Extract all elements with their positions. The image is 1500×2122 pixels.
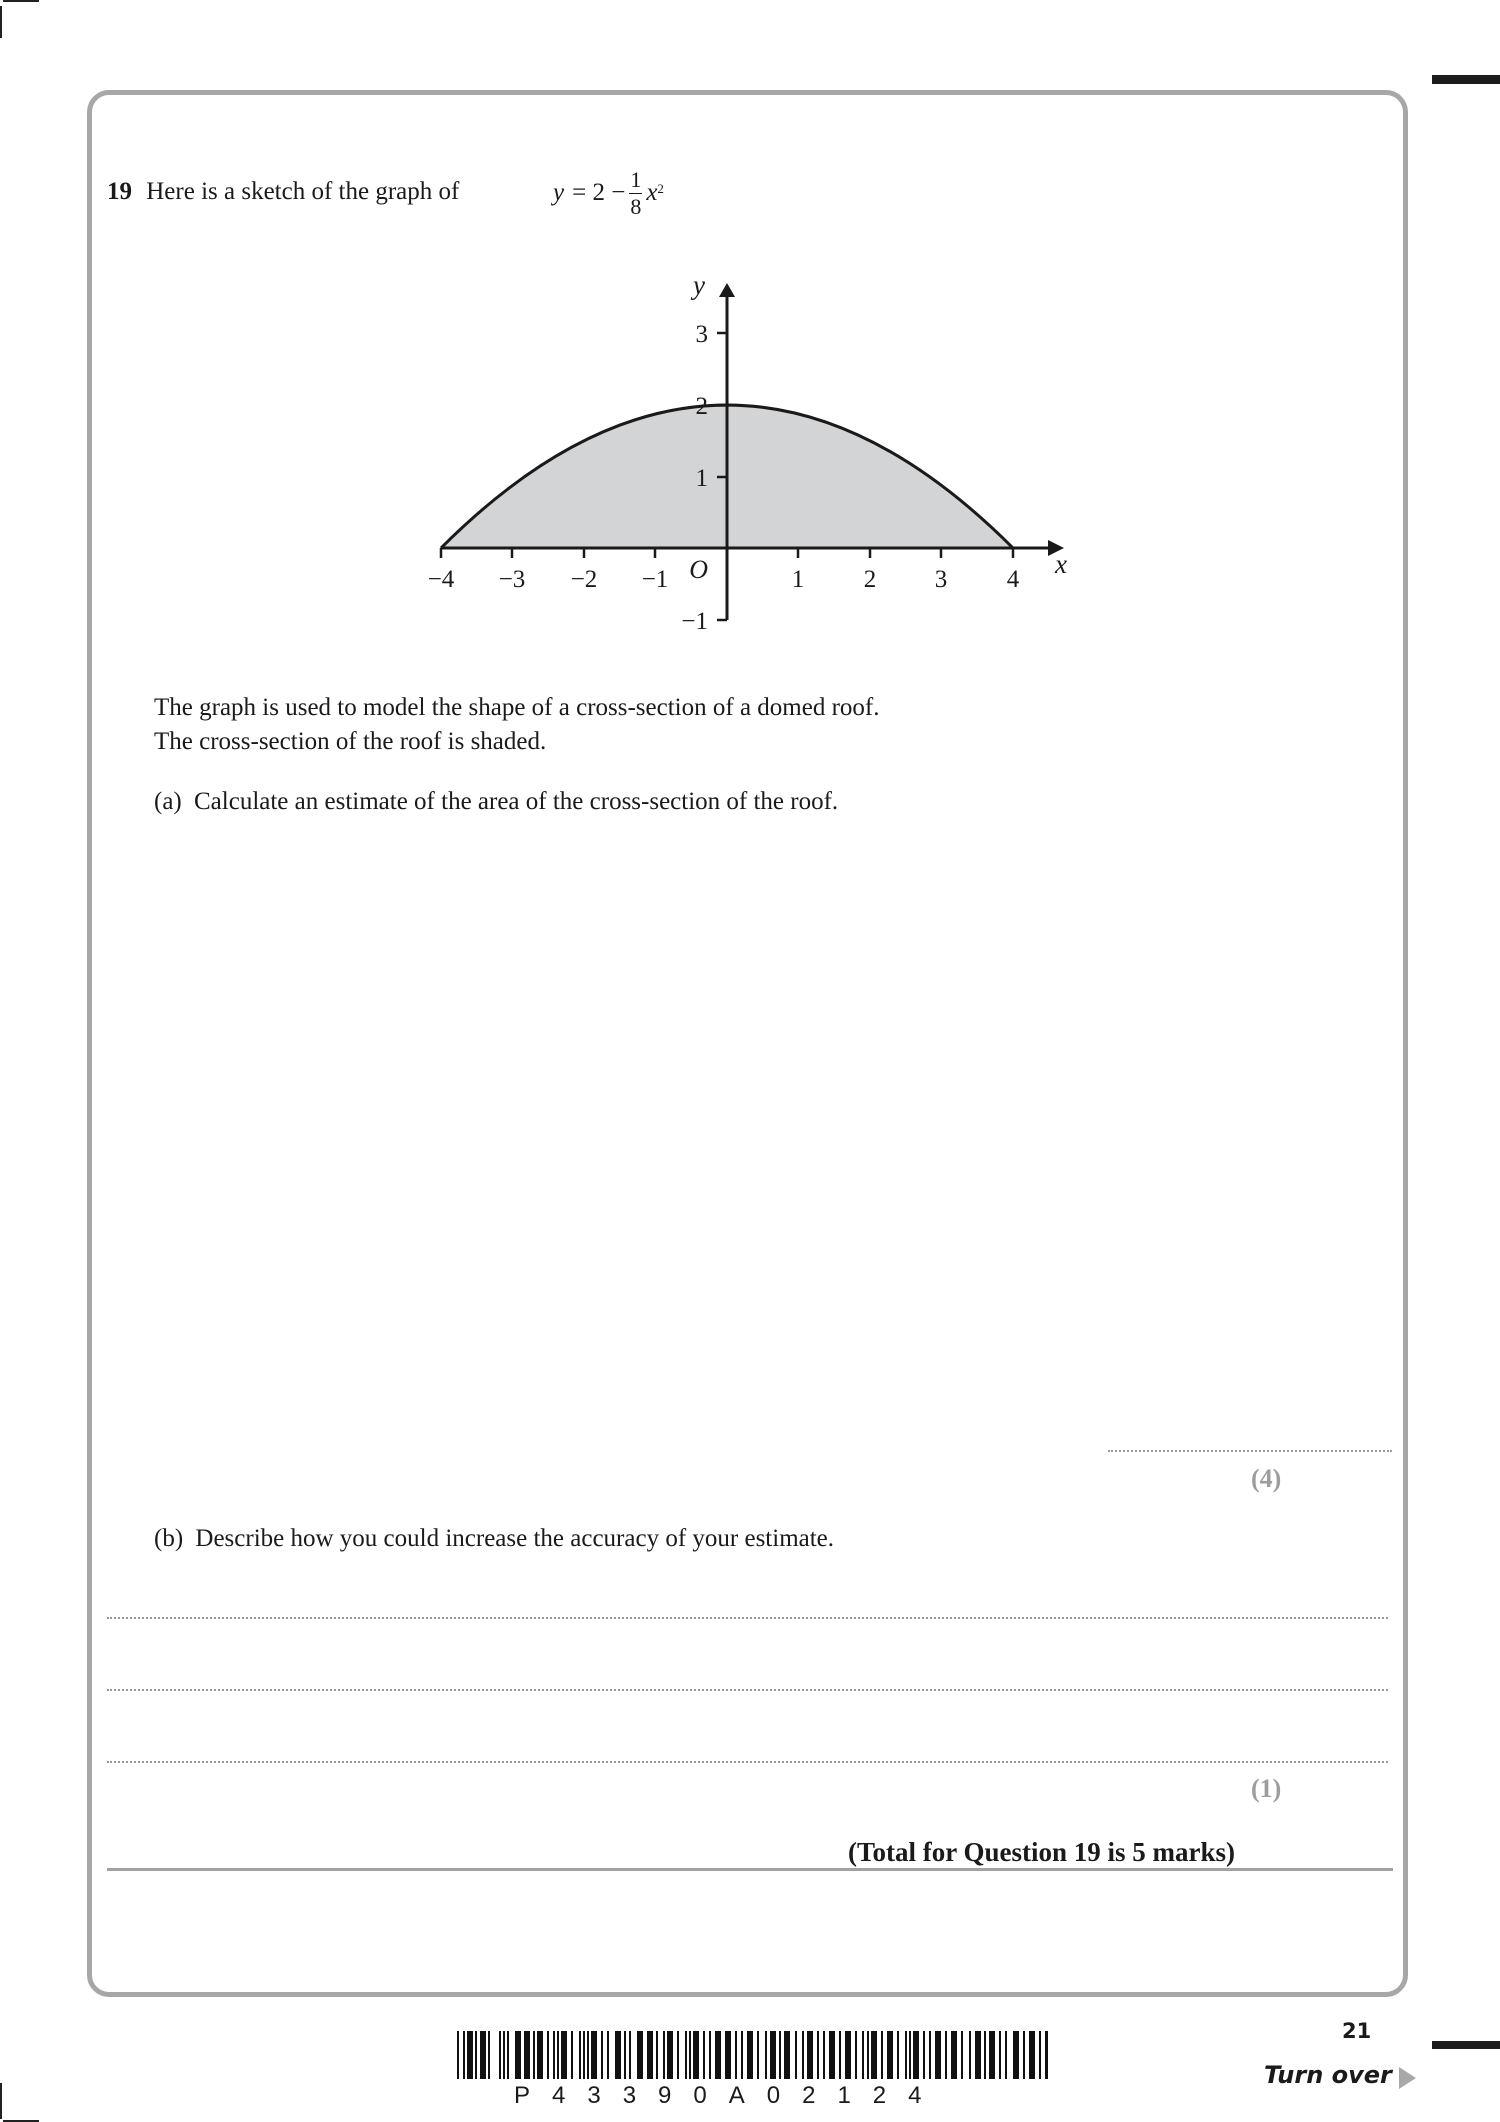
part-b-prompt <box>154 1522 834 1556</box>
y-tick-label: −1 <box>681 608 708 635</box>
part-a-answer-line[interactable] <box>1108 1450 1392 1452</box>
x-axis-label: x <box>1055 549 1067 579</box>
x-tick-label: −4 <box>427 566 455 593</box>
description-line-2: The cross-section of the roof is shaded. <box>154 728 547 755</box>
description-line-1: The graph is used to model the shape of a cross-section of a domed roof. <box>154 694 880 721</box>
x-tick-label: 1 <box>791 566 805 593</box>
part-b-marks: (1) <box>1251 1774 1282 1803</box>
equation-lhs: y <box>553 179 565 206</box>
y-axis-arrow-icon <box>719 283 735 297</box>
x-tick-label: 3 <box>934 566 948 593</box>
part-b-answer-line-2[interactable] <box>107 1689 1388 1691</box>
parabola-graph <box>0 0 1500 700</box>
question-end-rule <box>107 1868 1393 1871</box>
registration-mark-bottom-right <box>1432 2041 1500 2049</box>
question-number: 19 <box>107 178 132 205</box>
equation-variable: x <box>646 179 658 206</box>
part-b-answer-line-1[interactable] <box>107 1617 1388 1619</box>
barcode-number: P43390A02124 <box>514 2082 944 2109</box>
y-tick-label: 2 <box>695 393 708 420</box>
origin-label: O <box>689 555 708 584</box>
barcode <box>457 2031 1049 2079</box>
part-a-marks: (4) <box>1251 1464 1282 1493</box>
question-total: (Total for Question 19 is 5 marks) <box>848 1837 1236 1867</box>
x-tick-label: −3 <box>498 566 526 593</box>
part-a-text: Calculate an estimate of the area of the cross-section of the roof. <box>194 788 839 815</box>
y-axis-label: y <box>693 270 705 300</box>
crop-mark-bottom-left-v <box>0 2083 2 2119</box>
question-intro: Here is a sketch of the graph of <box>146 178 460 205</box>
equation-power: 2 <box>657 181 664 196</box>
page-number: 21 <box>1342 2019 1372 2043</box>
fraction-numerator: 1 <box>630 166 642 192</box>
turn-over-label: Turn over <box>1264 2061 1392 2089</box>
y-tick-label: 3 <box>695 321 708 348</box>
part-b-label: (b) <box>154 1525 184 1552</box>
x-tick-label: −2 <box>570 566 598 593</box>
fraction-denominator: 8 <box>630 193 642 219</box>
equation-eq: = 2 − <box>572 179 626 206</box>
x-tick-label: 4 <box>1006 566 1020 593</box>
part-a-label: (a) <box>154 788 182 815</box>
x-tick-labels <box>428 566 1020 593</box>
turn-over-arrow-icon <box>1399 2067 1417 2089</box>
part-a-prompt <box>154 785 838 819</box>
part-b-text: Describe how you could increase the accuracy of your estimate. <box>195 1525 835 1552</box>
x-tick-label: 2 <box>863 566 877 593</box>
part-b-answer-line-3[interactable] <box>107 1761 1388 1763</box>
x-tick-label: −1 <box>641 566 669 593</box>
y-tick-label: 1 <box>695 465 708 492</box>
